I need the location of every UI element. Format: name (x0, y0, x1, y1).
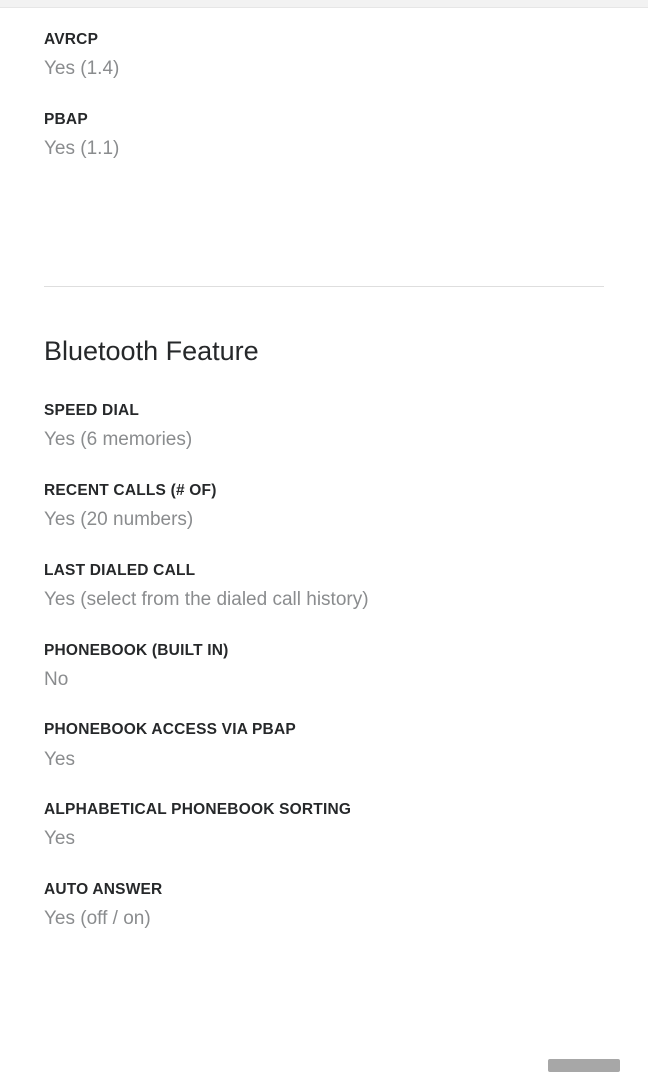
spec-row (44, 880, 604, 932)
spec-value: Yes (44, 828, 75, 850)
spec-row (44, 30, 604, 82)
spec-value: No (44, 668, 69, 690)
spec-value: Yes (select from the dialed call history) (44, 588, 369, 610)
spec-row (44, 110, 604, 162)
spec-label: AUTO ANSWER (44, 881, 163, 899)
section-spacer (0, 190, 648, 286)
spec-value: Yes (1.1) (44, 137, 120, 159)
spec-row (44, 561, 604, 613)
spec-label: PBAP (44, 110, 88, 128)
spec-row (44, 641, 604, 693)
spec-value: Yes (6 memories) (44, 429, 193, 451)
horizontal-scrollbar-thumb[interactable] (548, 1059, 620, 1072)
spec-label: PHONEBOOK (BUILT IN) (44, 641, 229, 659)
spec-value: Yes (20 numbers) (44, 509, 194, 531)
spec-label: ALPHABETICAL PHONEBOOK SORTING (44, 801, 352, 819)
top-spec-list (0, 30, 648, 162)
spec-value: Yes (1.4) (44, 58, 120, 80)
browser-chrome-strip (0, 0, 648, 8)
section-title: Bluetooth Feature (44, 335, 259, 366)
spec-label: RECENT CALLS (# OF) (44, 481, 217, 499)
spec-row (44, 800, 604, 852)
spec-row (44, 481, 604, 533)
spec-row (44, 401, 604, 453)
spec-value: Yes (44, 748, 75, 770)
document-page (0, 8, 648, 1080)
spec-value: Yes (off / on) (44, 908, 151, 930)
bluetooth-feature-section (0, 287, 648, 932)
spec-row (44, 720, 604, 772)
spec-label: AVRCP (44, 31, 99, 48)
spec-label: PHONEBOOK ACCESS VIA PBAP (44, 721, 296, 739)
spec-label: LAST DIALED CALL (44, 561, 196, 579)
spec-label: SPEED DIAL (44, 402, 140, 420)
